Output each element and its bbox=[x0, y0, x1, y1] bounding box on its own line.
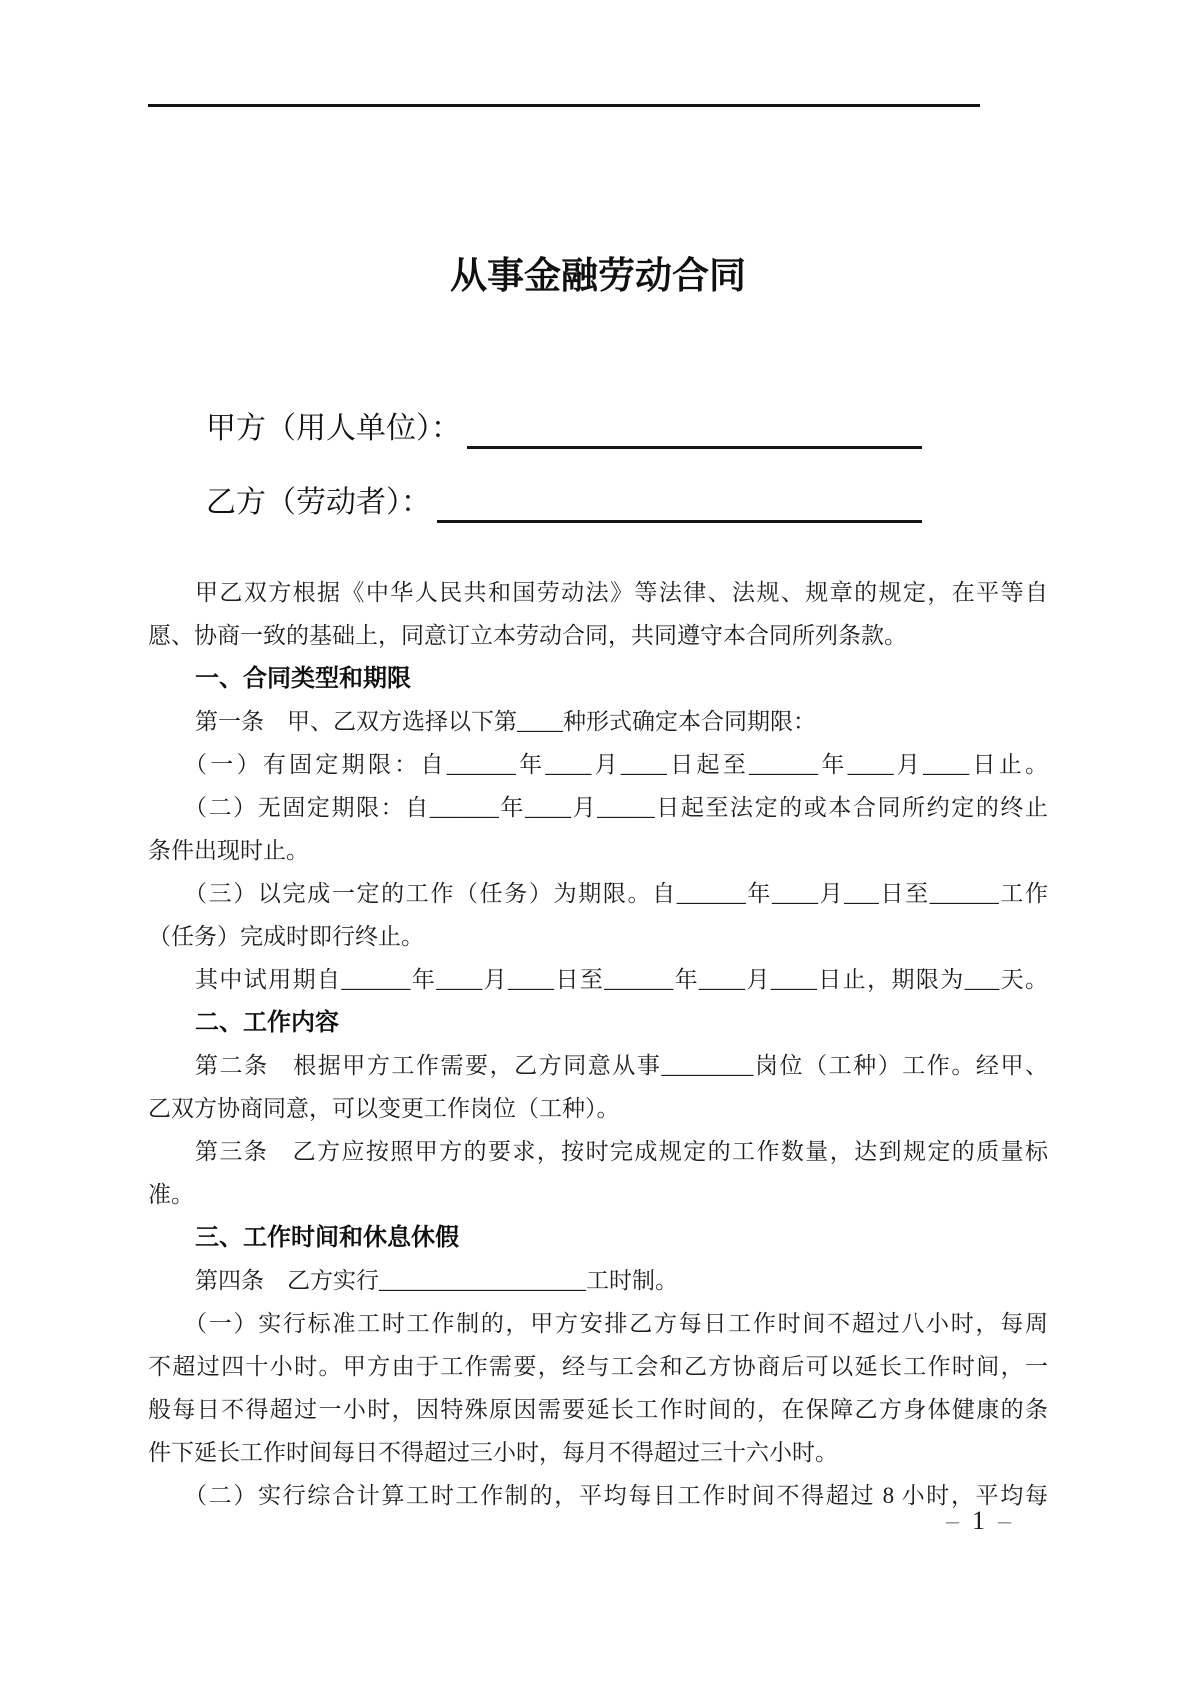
party-b-blank-line bbox=[437, 482, 922, 523]
contract-line: 甲乙双方根据《中华人民共和国劳动法》等法律、法规、规章的规定，在平等自 bbox=[195, 580, 1048, 605]
contract-line: 条件出现时止。 bbox=[148, 838, 309, 863]
contract-line: 准。 bbox=[148, 1182, 194, 1207]
party-a-row bbox=[148, 409, 922, 449]
header-rule bbox=[148, 104, 980, 107]
contract-line: （一）实行标准工时工作制的，甲方安排乙方每日工作时间不超过八小时，每周 bbox=[184, 1311, 1048, 1336]
section-heading: 三、工作时间和休息休假 bbox=[195, 1224, 459, 1251]
page-number-value: 1 bbox=[972, 1506, 985, 1535]
contract-line: 不超过四十小时。甲方由于工作需要，经与工会和乙方协商后可以延长工作时间，一 bbox=[148, 1354, 1048, 1379]
contract-line: 件下延长工作时间每日不得超过三小时，每月不得超过三十六小时。 bbox=[148, 1440, 838, 1465]
page-number-dash-left: – bbox=[946, 1506, 959, 1535]
contract-line: 第一条 甲、乙双方选择以下第____种形式确定本合同期限： bbox=[195, 709, 816, 734]
document-title: 从事金融劳动合同 bbox=[450, 255, 746, 296]
contract-body bbox=[148, 571, 1048, 1517]
section-heading: 一、合同类型和期限 bbox=[195, 665, 411, 692]
contract-line: 其中试用期自______年____月____日至______年____月____日止，期限为___天。 bbox=[195, 967, 1048, 992]
contract-line: （任务）完成时即行终止。 bbox=[148, 924, 424, 949]
contract-line: 般每日不得超过一小时，因特殊原因需要延长工作时间的，在保障乙方身体健康的条 bbox=[148, 1397, 1048, 1422]
contract-line: 乙双方协商同意，可以变更工作岗位（工种）。 bbox=[148, 1096, 620, 1121]
contract-line: （二）无固定期限：自______年____月_____日起至法定的或本合同所约定的终止 bbox=[184, 795, 1048, 820]
page-number bbox=[946, 1504, 1011, 1538]
contract-line: 愿、协商一致的基础上，同意订立本劳动合同，共同遵守本合同所列条款。 bbox=[148, 623, 907, 648]
page-number-dash-right: – bbox=[998, 1506, 1011, 1535]
section-heading: 二、工作内容 bbox=[195, 1009, 339, 1036]
contract-line: （三）以完成一定的工作（任务）为期限。自______年____月___日至______工作 bbox=[184, 881, 1048, 906]
contract-line: 第四条 乙方实行__________________工时制。 bbox=[195, 1268, 678, 1293]
contract-line: （二）实行综合计算工时工作制的，平均每日工作时间不得超过 8 小时，平均每 bbox=[184, 1483, 1048, 1508]
party-b-row bbox=[148, 483, 922, 523]
party-a-blank-line bbox=[467, 408, 922, 449]
contract-line: 第三条 乙方应按照甲方的要求，按时完成规定的工作数量，达到规定的质量标 bbox=[195, 1139, 1048, 1164]
party-b-label: 乙方（劳动者）： bbox=[206, 486, 431, 519]
contract-line: （一）有固定期限：自______年____月____日起至______年____月____日止。 bbox=[184, 752, 1048, 777]
contract-line: 第二条 根据甲方工作需要，乙方同意从事________岗位（工种）工作。经甲、 bbox=[195, 1053, 1048, 1078]
party-a-label: 甲方（用人单位）： bbox=[206, 412, 461, 445]
